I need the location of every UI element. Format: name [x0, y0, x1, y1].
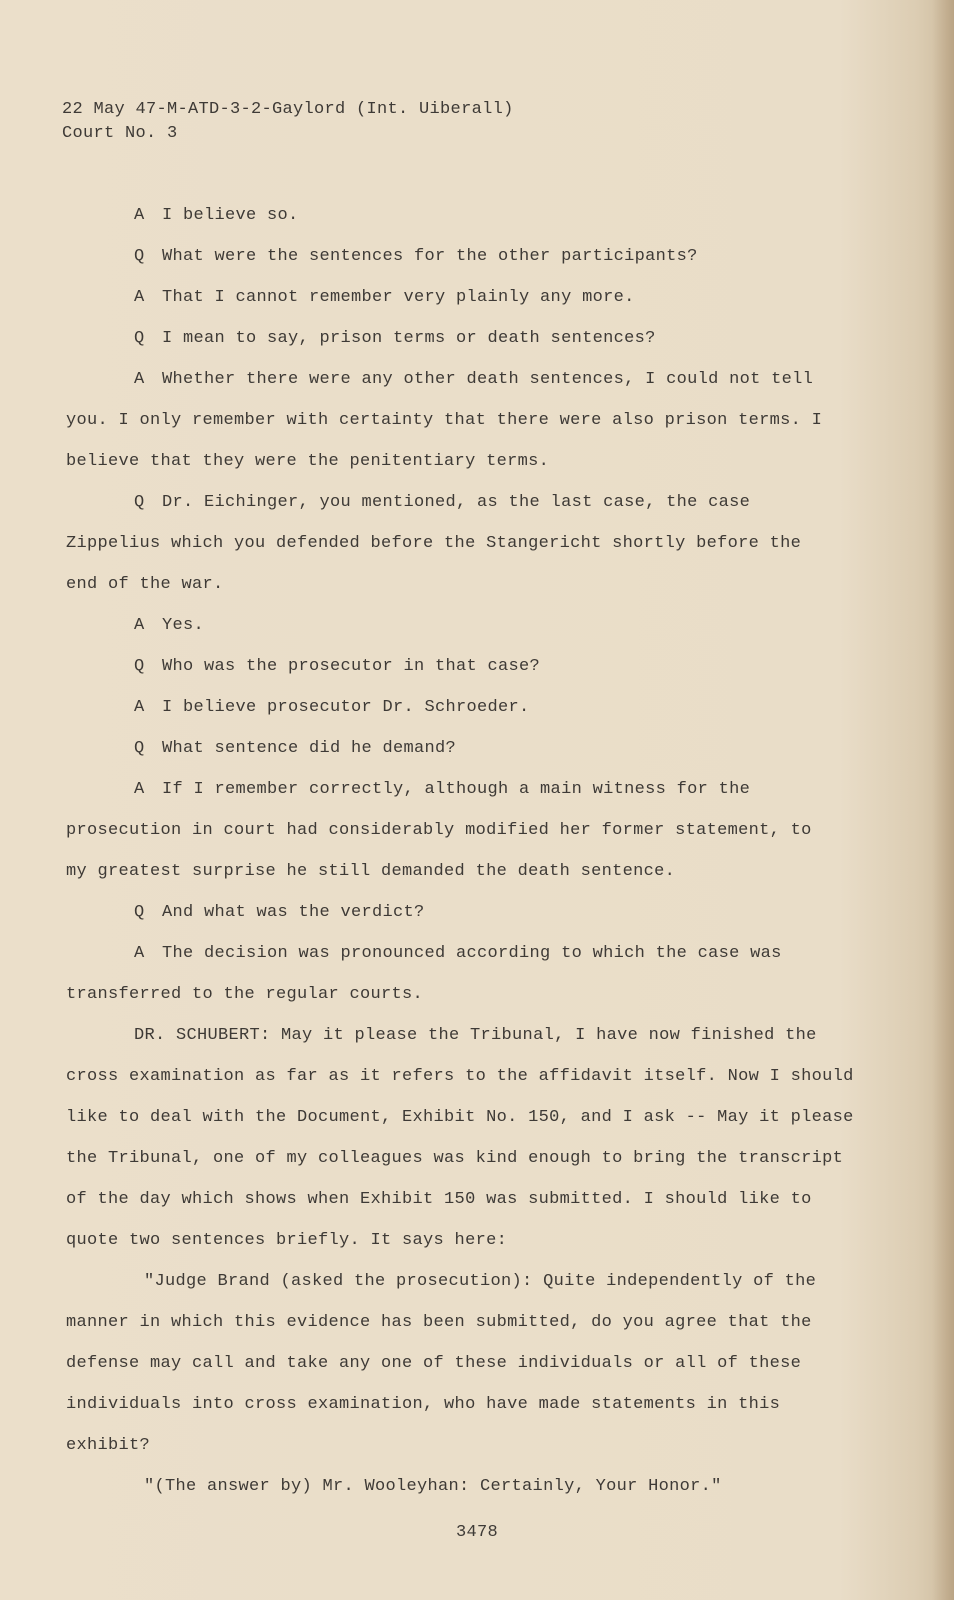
speaker-label: Q — [134, 903, 145, 922]
transcript-line — [66, 1302, 856, 1343]
transcript-line — [66, 523, 856, 564]
line-text: Who was the prosecutor in that case? — [162, 657, 541, 676]
line-text: Whether there were any other death sentences, I could not tell — [162, 370, 814, 389]
speaker-label: Q — [134, 657, 145, 676]
transcript-line — [66, 728, 856, 769]
line-text: cross examination as far as it refers to the affidavit itself. Now I should — [66, 1067, 854, 1086]
line-text: That I cannot remember very plainly any more. — [162, 288, 635, 307]
line-text: prosecution in court had considerably modified her former statement, to — [66, 821, 812, 840]
transcript-line — [66, 646, 856, 687]
transcript-line — [66, 318, 856, 359]
transcript-line — [66, 277, 856, 318]
speaker-label: A — [134, 944, 145, 963]
speaker-label: A — [134, 616, 145, 635]
line-text: Yes. — [162, 616, 205, 635]
transcript-line — [66, 236, 856, 277]
header-line-court: Court No. 3 — [62, 124, 178, 143]
transcript-line — [66, 933, 856, 974]
line-text: What sentence did he demand? — [162, 739, 457, 758]
transcript-line — [66, 1015, 856, 1056]
transcript-line — [66, 1179, 856, 1220]
speaker-label: A — [134, 780, 145, 799]
line-text: And what was the verdict? — [162, 903, 425, 922]
line-text: If I remember correctly, although a main witness for the — [162, 780, 751, 799]
transcript-line — [66, 974, 856, 1015]
speaker-label: Q — [134, 493, 145, 512]
line-text: I believe so. — [162, 206, 299, 225]
line-text: exhibit? — [66, 1436, 151, 1455]
speaker-label: Q — [134, 247, 145, 266]
line-text: transferred to the regular courts. — [66, 985, 424, 1004]
transcript-line — [66, 892, 856, 933]
line-text: quote two sentences briefly. It says here: — [66, 1231, 508, 1250]
line-text: I believe prosecutor Dr. Schroeder. — [162, 698, 530, 717]
transcript-line — [66, 605, 856, 646]
speaker-label: A — [134, 288, 145, 307]
line-text: manner in which this evidence has been submitted, do you agree that the — [66, 1313, 812, 1332]
transcript-line — [66, 769, 856, 810]
transcript-line — [66, 564, 856, 605]
transcript-line — [66, 1261, 856, 1302]
page-edge-shadow — [932, 0, 954, 1600]
line-text: end of the war. — [66, 575, 224, 594]
transcript-line — [66, 1425, 856, 1466]
transcript-body — [66, 195, 856, 1507]
speaker-label: A — [134, 206, 145, 225]
transcript-line — [66, 1056, 856, 1097]
line-text: defense may call and take any one of these individuals or all of these — [66, 1354, 802, 1373]
line-text: believe that they were the penitentiary terms. — [66, 452, 550, 471]
transcript-line — [66, 1097, 856, 1138]
transcript-line — [66, 1343, 856, 1384]
speaker-label: Q — [134, 739, 145, 758]
line-text: The decision was pronounced according to which the case was — [162, 944, 782, 963]
transcript-line — [66, 1384, 856, 1425]
line-text: "(The answer by) Mr. Wooleyhan: Certainly, Your Honor." — [144, 1477, 722, 1496]
transcript-line — [66, 1220, 856, 1261]
header-line-session: 22 May 47-M-ATD-3-2-Gaylord (Int. Uiberall) — [62, 100, 514, 119]
line-text: "Judge Brand (asked the prosecution): Quite independently of the — [144, 1272, 817, 1291]
speaker-label: A — [134, 698, 145, 717]
speaker-label: A — [134, 370, 145, 389]
line-text: the Tribunal, one of my colleagues was kind enough to bring the transcript — [66, 1149, 844, 1168]
document-header — [62, 98, 514, 146]
transcript-line — [66, 1138, 856, 1179]
line-text: Dr. Eichinger, you mentioned, as the last case, the case — [162, 493, 751, 512]
line-text: you. I only remember with certainty that there were also prison terms. I — [66, 411, 823, 430]
line-text: like to deal with the Document, Exhibit No. 150, and I ask -- May it please — [66, 1108, 854, 1127]
transcript-line — [66, 1466, 856, 1507]
speaker-label: Q — [134, 329, 145, 348]
line-text: Zippelius which you defended before the Stangericht shortly before the — [66, 534, 802, 553]
line-text: I mean to say, prison terms or death sentences? — [162, 329, 656, 348]
line-text: What were the sentences for the other participants? — [162, 247, 698, 266]
transcript-line — [66, 687, 856, 728]
transcript-line — [66, 441, 856, 482]
transcript-line — [66, 810, 856, 851]
transcript-line — [66, 482, 856, 523]
page-number: 3478 — [455, 1523, 498, 1542]
transcript-line — [66, 400, 856, 441]
line-text: DR. SCHUBERT: May it please the Tribunal, I have now finished the — [134, 1026, 817, 1045]
line-text: of the day which shows when Exhibit 150 was submitted. I should like to — [66, 1190, 812, 1209]
line-text: individuals into cross examination, who have made statements in this — [66, 1395, 781, 1414]
transcript-line — [66, 359, 856, 400]
transcript-line — [66, 851, 856, 892]
line-text: my greatest surprise he still demanded the death sentence. — [66, 862, 676, 881]
transcript-line — [66, 195, 856, 236]
